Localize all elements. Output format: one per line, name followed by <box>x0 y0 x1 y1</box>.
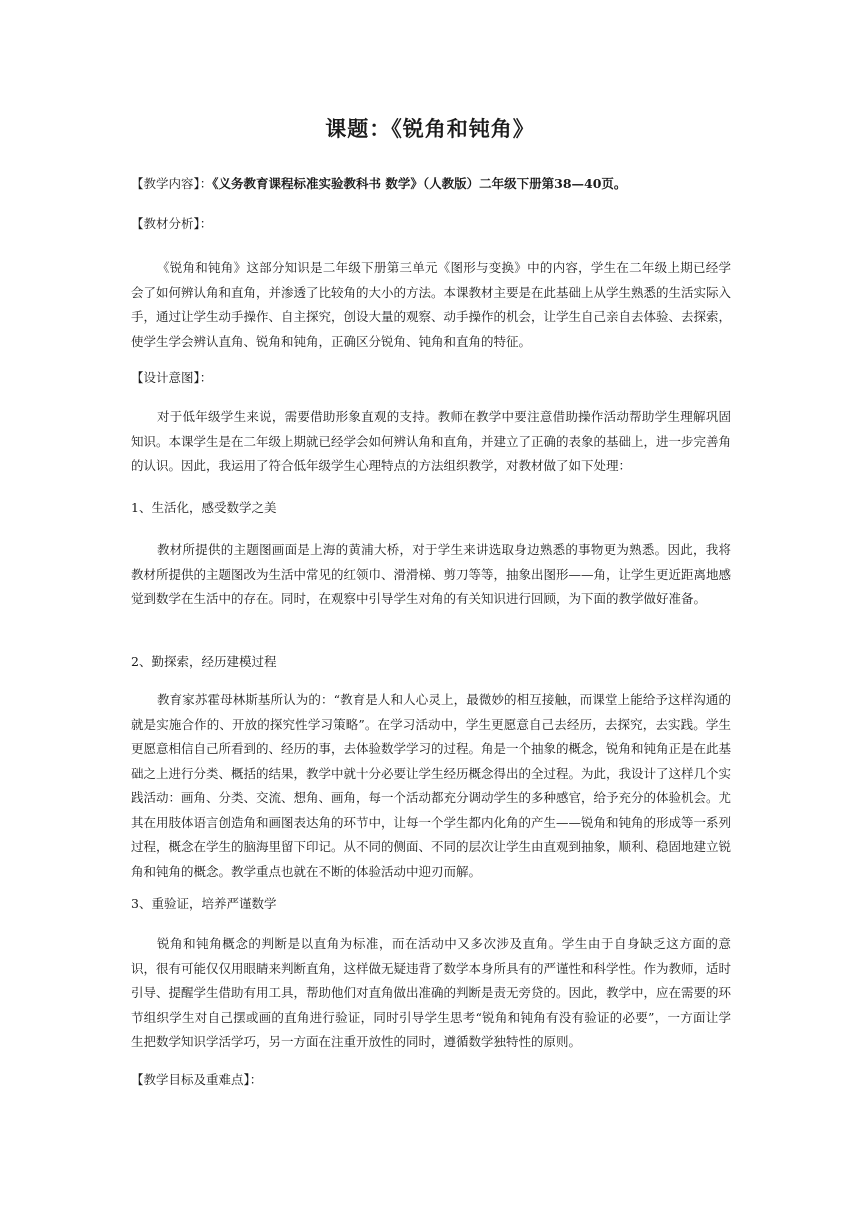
section-paragraph-1: 教材所提供的主题图画面是上海的黄浦大桥，对于学生来讲选取身边熟悉的事物更为熟悉。因此，我将教材所提供的主题图改为生活中常见的红领巾、滑滑梯、剪刀等等，抽象出图形——角，让学生更近距离地感觉到数学在生活中的存在。同时，在观察中引导学生对角的有关知识进行回顾，为下面的教学做好准备。 <box>131 542 732 606</box>
design-intent-paragraph: 对于低年级学生来说，需要借助形象直观的支持。教师在教学中要注意借助操作活动帮助学生理解巩固知识。本课学生是在二年级上期就已经学会如何辨认角和直角，并建立了正确的表象的基础上，进一步完善角的认识。因此，我运用了符合低年级学生心理特点的方法组织教学，对教材做了如下处理： <box>131 409 732 473</box>
section-heading-3: 3、重验证，培养严谨数学 <box>131 896 277 911</box>
page-title: 课题：《锐角和钝角》 <box>325 117 535 141</box>
teaching-content-line <box>131 175 626 193</box>
material-analysis-label: 【教材分析】： <box>131 216 213 231</box>
section-heading-2: 2、勤探索，经历建模过程 <box>131 654 277 669</box>
teaching-content-text: 《义务教育课程标准实验教科书 数学》（人教版）二年级下册第38—40页。 <box>212 176 627 191</box>
section-paragraph-2: 教育家苏霍母林斯基所认为的：“教育是人和人心灵上，最微妙的相互接触，而课堂上能给予这样沟通的就是实施合作的、开放的探究性学习策略”。在学习活动中，学生更愿意自己去经历，去探究，去实践。学生更愿意相信自己所看到的、经历的事，去体验数学学习的过程。角是一个抽象的概念，锐角和钝角正是在此基础之上进行分类、概括的结果，教学中就十分必要让学生经历概念得出的全过程。为此，我设计了这样几个实践活动：画角、分类、交流、想角、画角，每一个活动都充分调动学生的多种感官，给予充分的体验机会。尤其在用肢体语言创造角和画图表达角的环节中，让每一个学生都内化角的产生——锐角和钝角的形成等一系列过程，概念在学生的脑海里留下印记。从不同的侧面、不同的层次让学生由直观到抽象，顺利、稳固地建立锐角和钝角的概念。教学重点也就在不断的体验活动中迎刃而解。 <box>131 692 732 879</box>
section-paragraph-3: 锐角和钝角概念的判断是以直角为标准，而在活动中又多次涉及直角。学生由于自身缺乏这方面的意识，很有可能仅仅用眼睛来判断直角，这样做无疑违背了数学本身所具有的严谨性和科学性。作为教师，适时引导、提醒学生借助有用工具，帮助他们对直角做出准确的判断是责无旁贷的。因此，教学中，应在需要的环节组织学生对自己摆或画的直角进行验证，同时引导学生思考“锐角和钝角有没有验证的必要”，一方面让学生把数学知识学活学巧，另一方面在注重开放性的同时，遵循数学独特性的原则。 <box>131 936 732 1049</box>
goals-label: 【教学目标及重难点】： <box>131 1072 263 1087</box>
section-heading-1: 1、生活化，感受数学之美 <box>131 500 277 515</box>
design-intent-label: 【设计意图】： <box>131 370 213 385</box>
teaching-content-label: 【教学内容】： <box>131 176 213 191</box>
material-analysis-paragraph: 《锐角和钝角》这部分知识是二年级下册第三单元《图形与变换》中的内容，学生在二年级上期已经学会了如何辨认角和直角，并渗透了比较角的大小的方法。本课教材主要是在此基础上从学生熟悉的生活实际入手，通过让学生动手操作、自主探究，创设大量的观察、动手操作的机会，让学生自己亲自去体验、去探索，使学生学会辨认直角、锐角和钝角，正确区分锐角、钝角和直角的特征。 <box>131 260 732 349</box>
